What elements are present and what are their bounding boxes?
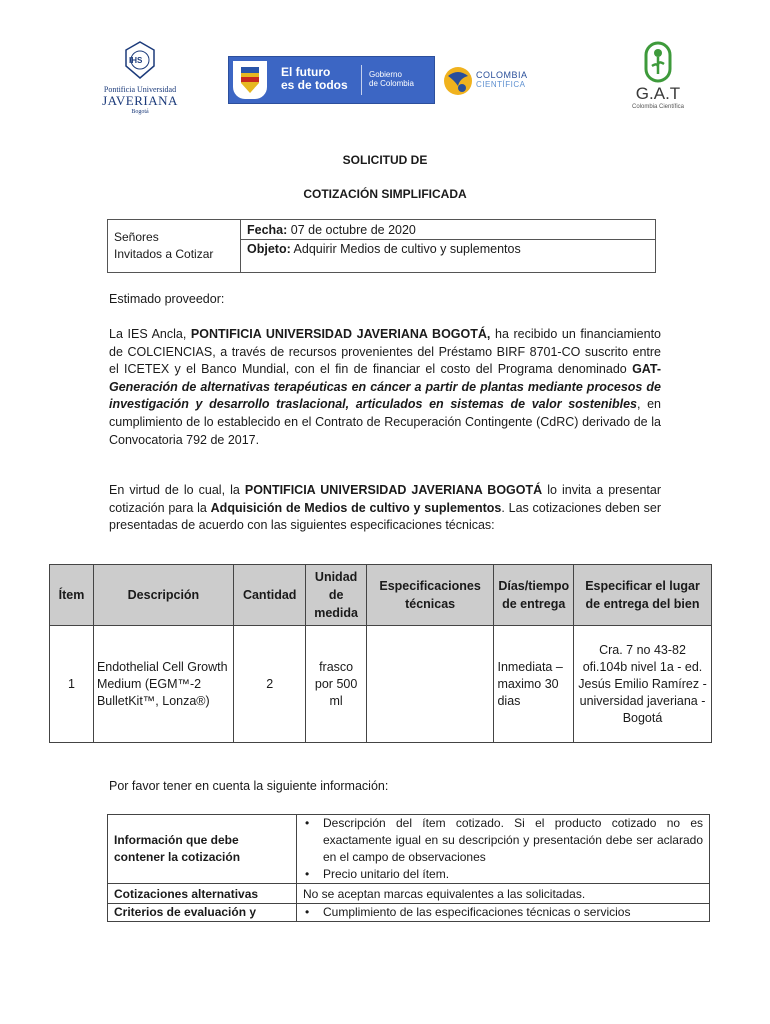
javeriana-logo	[95, 40, 185, 120]
cell-item: 1	[50, 626, 94, 743]
list-item: • Precio unitario del ítem.	[303, 866, 703, 883]
table-row	[50, 626, 712, 743]
gobierno-logo	[228, 56, 435, 104]
cell-description: Endothelial Cell Growth Medium (EGM™-2 BulletKit™, Lonza®)	[93, 626, 233, 743]
object-row: Objeto: Adquirir Medios de cultivo y suplementos	[247, 242, 521, 256]
table-row	[108, 884, 710, 904]
javeriana-line2: JAVERIANA	[102, 93, 178, 108]
items-table-header	[50, 565, 712, 626]
table-row	[108, 904, 710, 922]
cell-quantity: 2	[233, 626, 306, 743]
info-table	[107, 814, 710, 922]
list-item: • Cumplimiento de las especificaciones técnicas o servicios	[303, 904, 703, 921]
recipients-line2: Invitados a Cotizar	[114, 247, 214, 261]
colombia-cientifica-logo	[442, 64, 542, 100]
gobierno-separator	[361, 65, 362, 95]
gobierno-entity: Gobierno de Colombia	[369, 70, 414, 88]
info-value-alternatives: No se aceptan marcas equivalentes a las solicitadas.	[297, 884, 710, 904]
info-label-alternatives: Cotizaciones alternativas	[108, 884, 297, 904]
col-item: Ítem	[50, 565, 94, 626]
colombia-cientifica-line2: CIENTÍFICA	[476, 80, 526, 89]
gat-subtitle: Colombia Científica	[631, 104, 685, 110]
document-title-2: COTIZACIÓN SIMPLIFICADA	[303, 187, 467, 201]
recipients-line1: Señores	[114, 230, 159, 244]
col-delivery: Días/tiempo de entrega	[494, 565, 574, 626]
list-item: • Descripción del ítem cotizado. Si el producto cotizado no es exactamente igual en su descripción y presentación debe ser aclarado en el campo de observaciones	[303, 815, 703, 866]
date-row: Fecha: 07 de octubre de 2020	[241, 220, 655, 240]
col-quantity: Cantidad	[233, 565, 306, 626]
header-table	[107, 219, 656, 273]
paragraph-1: La IES Ancla, PONTIFICIA UNIVERSIDAD JAVERIANA BOGOTÁ, ha recibido un financiamiento de COLCIENCIAS, a través de recursos provenientes del Préstamo BIRF 8701-CO suscrito entre el ICETEX y el Banco Mundial, con el fin de financiar el costo del Programa denominado GAT-Generación de alternativas terapéuticas en cáncer a partir de plantas mediante procesos de investigación y desarrollo traslacional, articulados en sistemas de valor sostenibles, en cumplimiento de lo establecido en el Contrato de Recuperación Contingente (CdRC) derivado de la Convocatoria 792 de 2017.	[109, 327, 662, 447]
note-text: Por favor tener en cuenta la siguiente información:	[109, 779, 389, 793]
javeriana-monogram: IHS	[129, 56, 143, 65]
greeting: Estimado proveedor:	[109, 292, 225, 306]
colombia-cientifica-icon	[442, 64, 474, 98]
info-label-contents: Información que debe contener la cotización	[108, 815, 297, 884]
paragraph-2: En virtud de lo cual, la PONTIFICIA UNIVERSIDAD JAVERIANA BOGOTÁ lo invita a presentar cotización para la Adquisición de Medios de cultivo y suplementos. Las cotizaciones deben ser presentadas de acuerdo con las siguientes especificaciones técnicas:	[109, 483, 661, 533]
col-unit: Unidad de medida	[306, 565, 366, 626]
items-table	[49, 564, 712, 743]
cell-delivery: Inmediata – maximo 30 dias	[494, 626, 574, 743]
gat-plant-icon	[628, 40, 688, 86]
table-row	[108, 815, 710, 884]
col-description: Descripción	[93, 565, 233, 626]
recipients-cell	[108, 220, 241, 272]
gat-name: G.A.T	[635, 84, 681, 103]
document-title-1: SOLICITUD DE	[342, 153, 428, 167]
col-place: Especificar el lugar de entrega del bien	[574, 565, 712, 626]
gobierno-slogan: El futuro es de todos	[281, 65, 348, 92]
col-specs: Especificaciones técnicas	[366, 565, 494, 626]
cell-place: Cra. 7 no 43-82 ofi.104b nivel 1a - ed. Jesús Emilio Ramírez - universidad javeriana - Bogotá	[574, 626, 712, 743]
info-value-contents	[297, 815, 710, 884]
gat-logo	[628, 40, 688, 116]
cell-unit: frasco por 500 ml	[306, 626, 366, 743]
javeriana-line1: Pontificia Universidad	[103, 85, 177, 94]
info-label-criteria: Criterios de evaluación y	[108, 904, 297, 922]
info-value-criteria	[297, 904, 710, 922]
javeriana-line3: Bogotá	[131, 109, 149, 115]
colombia-cientifica-line1: COLOMBIA	[476, 70, 528, 80]
cell-specs	[366, 626, 494, 743]
colombia-coat-of-arms-icon	[233, 61, 267, 99]
